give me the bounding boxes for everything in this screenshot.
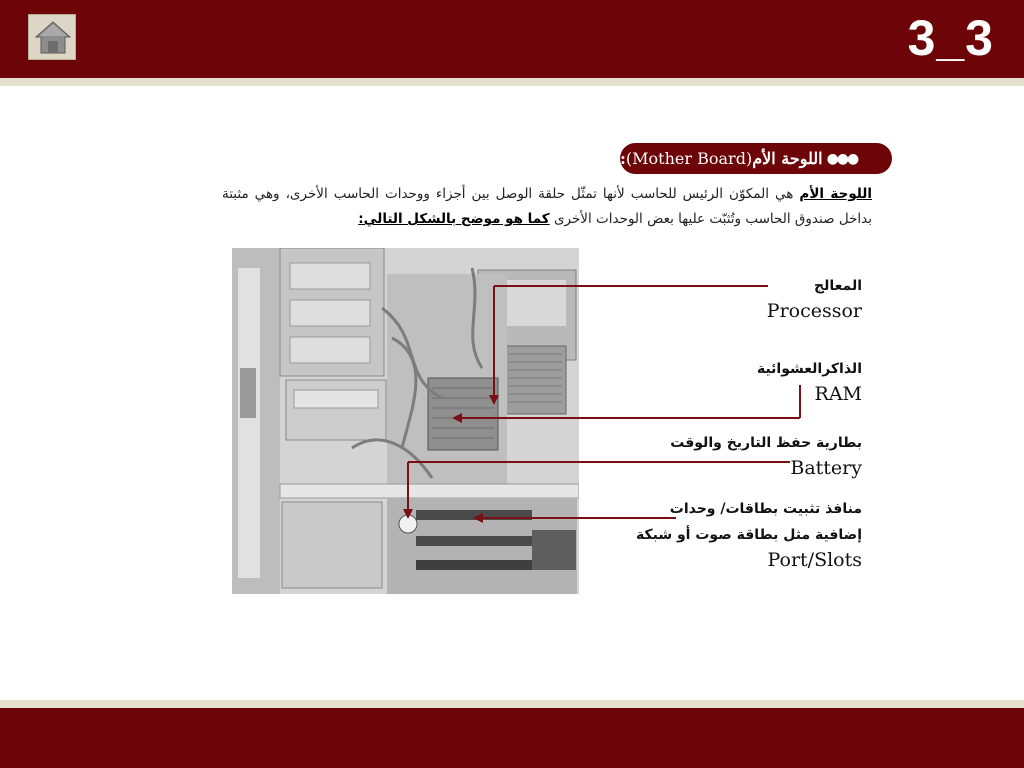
label-slots-arabic-2: إضافية مثل بطاقة صوت أو شبكة (635, 527, 862, 543)
label-processor-arabic: المعالج (814, 278, 862, 294)
label-slots-arabic-1: منافذ تثبيت بطاقات/ وحدات (669, 501, 862, 517)
heading-colon: : (620, 149, 626, 168)
footer-bar (0, 708, 1024, 768)
label-battery: Battery (790, 457, 862, 479)
bullet-dots: ●●● (826, 150, 858, 167)
paragraph-body: هي المكوّن الرئيس للحاسب لأنها تمثّل حلقة الوصل بين أجزاء ووحدات الحاسب الأخرى، وهي مثبتة بداخل صندوق الحاسب وتُثبّت عليها بعض الوحدات الأخرى (222, 186, 872, 227)
slide-number: 3_3 (907, 10, 994, 66)
label-ram: RAM (814, 383, 862, 405)
heading-arabic: اللوحة الأم (752, 149, 823, 168)
label-processor: Processor (766, 300, 862, 322)
label-battery-arabic: بطارية حفظ التاريخ والوقت (670, 435, 862, 451)
paragraph-term: اللوحة الأم (799, 186, 872, 202)
footer-divider (0, 700, 1024, 708)
label-ram-arabic: الذاكرالعشوائية (756, 361, 862, 377)
label-slots: Port/Slots (767, 549, 862, 571)
paragraph-end: كما هو موضح بالشكل التالي: (358, 211, 550, 227)
heading-english: (Mother Board) (625, 149, 753, 168)
